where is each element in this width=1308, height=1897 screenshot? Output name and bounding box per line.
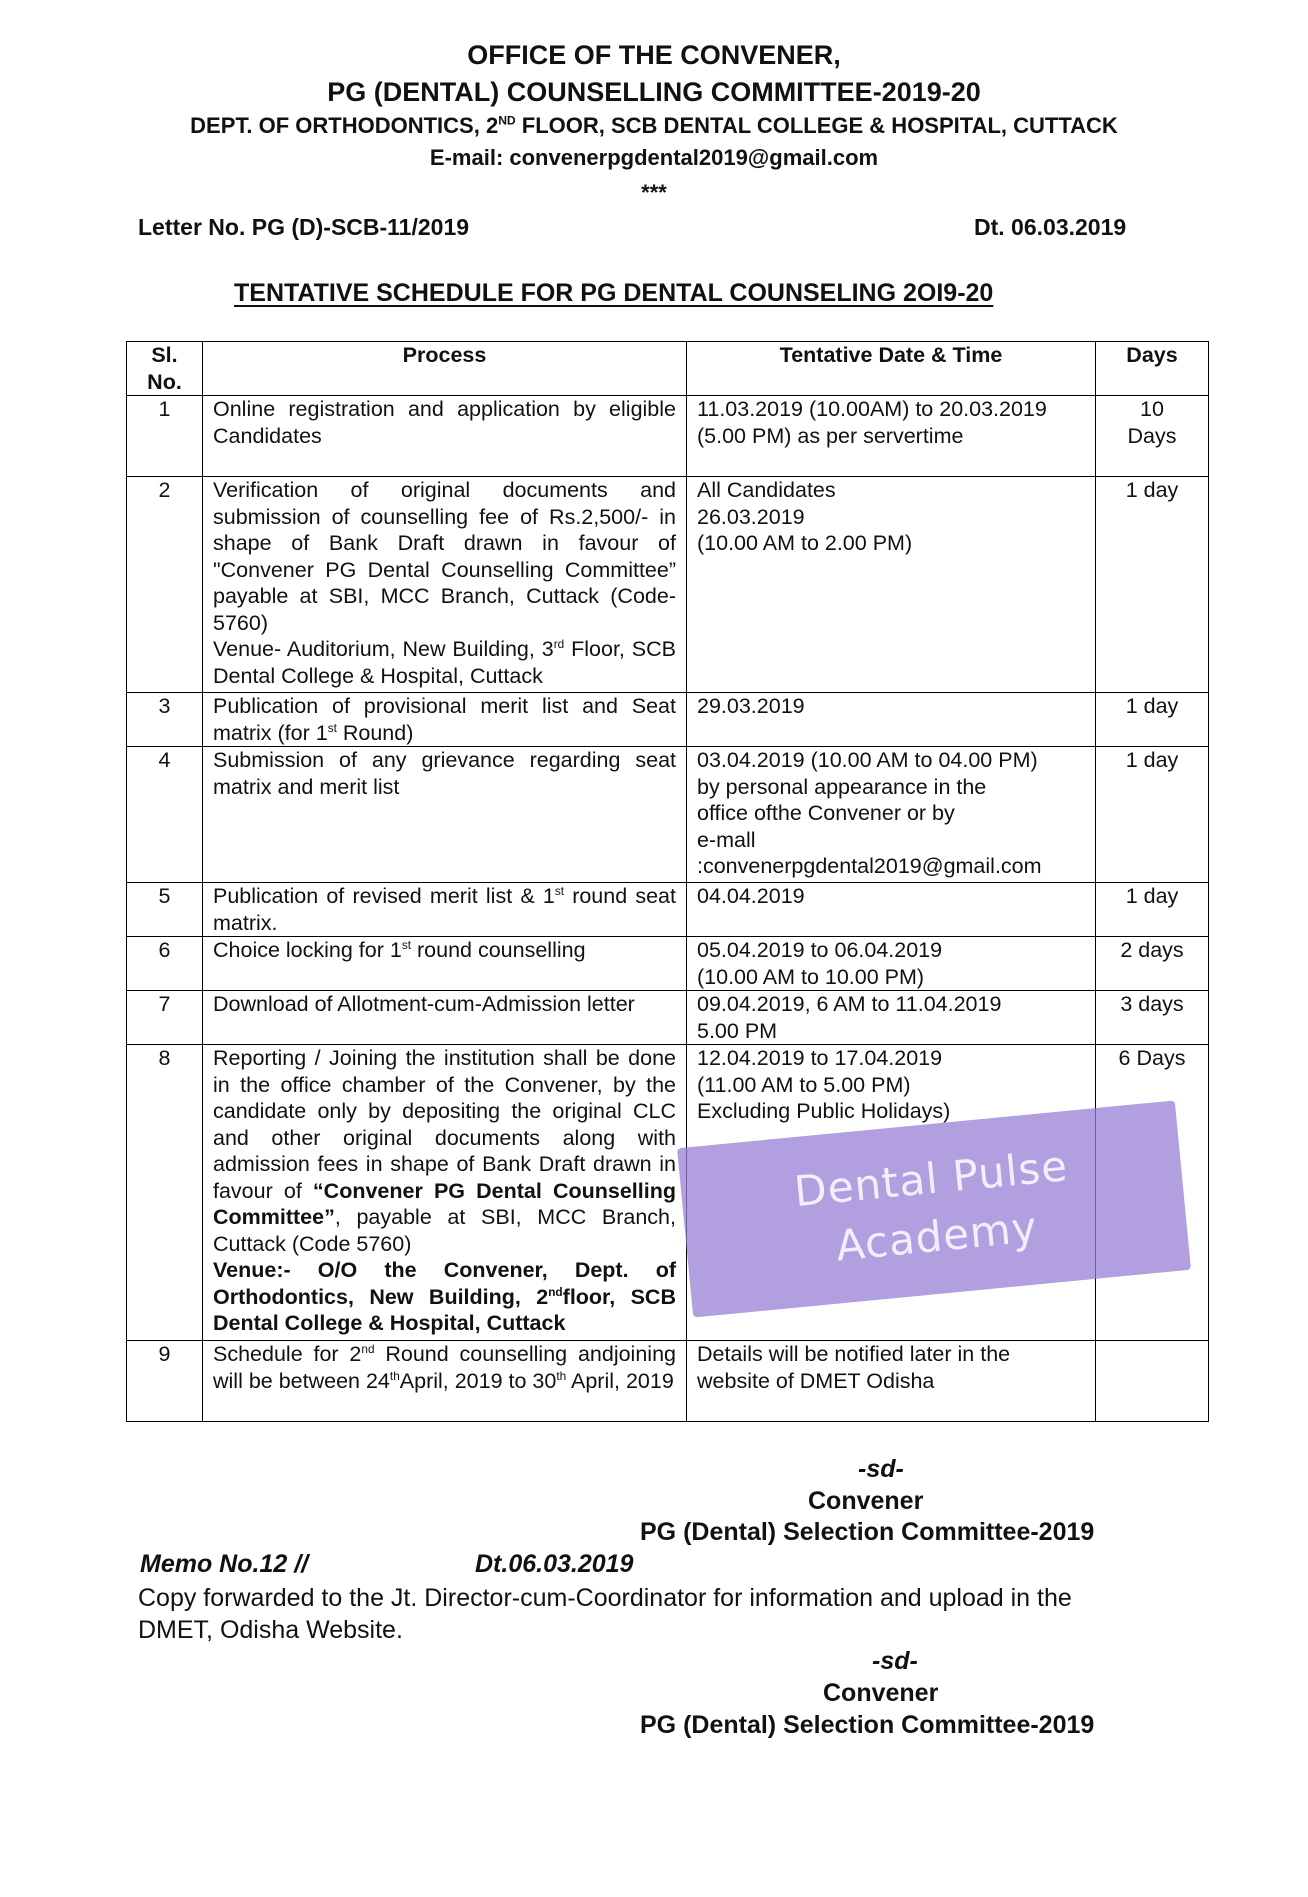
- row-process: Verification of original documents and submission of counselling fee of Rs.2,500/- in shape of Bank Draft drawn in favour of "Convener PG Dental Counselling Committee” payable at SBI, MCC Branch, Cuttack (Code-5760) Venue- Auditorium, New Building, 3rd Floor, SCB Dental College & Hospital, Cuttack: [203, 477, 687, 693]
- table-row: [127, 1341, 1209, 1422]
- row-days: 2 days: [1096, 937, 1209, 991]
- row-days: 1 day: [1096, 883, 1209, 937]
- row-days: 1 day: [1096, 747, 1209, 883]
- row-number: 6: [127, 937, 203, 991]
- signature-title: Convener: [808, 1487, 924, 1515]
- table-row: [127, 937, 1209, 991]
- memo-text-line-1: Copy forwarded to the Jt. Director-cum-Coordinator for information and upload in the: [138, 1584, 1072, 1612]
- row-days: 3 days: [1096, 991, 1209, 1045]
- letter-date: Dt. 06.03.2019: [974, 214, 1127, 240]
- row-process: Publication of provisional merit list and Seat matrix (for 1st Round): [203, 693, 687, 747]
- col-header-date: Tentative Date & Time: [687, 342, 1096, 396]
- row-date: 04.04.2019: [687, 883, 1096, 937]
- row-number: 3: [127, 693, 203, 747]
- committee-title: PG (DENTAL) COUNSELLING COMMITTEE-2019-20: [327, 77, 981, 107]
- separator-stars: ***: [641, 180, 667, 205]
- table-header-row: [127, 342, 1209, 396]
- email-line: E-mail: convenerpgdental2019@gmail.com: [429, 145, 879, 170]
- watermark-line-1: Dental Pulse: [792, 1141, 1071, 1217]
- row-number: 2: [127, 477, 203, 693]
- table-row: [127, 883, 1209, 937]
- row-number: 5: [127, 883, 203, 937]
- row-date: 05.04.2019 to 06.04.2019 (10.00 AM to 10.00 PM): [687, 937, 1096, 991]
- table-row: [127, 477, 1209, 693]
- row-date: 12.04.2019 to 17.04.2019 (11.00 AM to 5.00 PM) Excluding Public Holidays): [687, 1045, 1096, 1341]
- row-process: Download of Allotment-cum-Admission letter: [203, 991, 687, 1045]
- table-row: [127, 693, 1209, 747]
- row-process: Submission of any grievance regarding seat matrix and merit list: [203, 747, 687, 883]
- signature-sd: -sd-: [858, 1455, 904, 1483]
- row-number: 9: [127, 1341, 203, 1422]
- row-process: Online registration and application by eligible Candidates: [203, 396, 687, 477]
- memo-number: Memo No.12 //: [140, 1550, 309, 1578]
- row-days: [1096, 1341, 1209, 1422]
- signature-committee: PG (Dental) Selection Committee-2019: [640, 1518, 1095, 1546]
- signature-committee: PG (Dental) Selection Committee-2019: [640, 1711, 1095, 1739]
- memo-text-line-2: DMET, Odisha Website.: [138, 1616, 403, 1644]
- letter-number: Letter No. PG (D)-SCB-11/2019: [138, 214, 470, 240]
- table-row: [127, 396, 1209, 477]
- signature-title: Convener: [823, 1679, 939, 1707]
- row-date: Details will be notified later in the website of DMET Odisha: [687, 1341, 1096, 1422]
- table-row: [127, 991, 1209, 1045]
- row-date: 29.03.2019: [687, 693, 1096, 747]
- table-row: [127, 747, 1209, 883]
- department-address: DEPT. OF ORTHODONTICS, 2ND FLOOR, SCB DENTAL COLLEGE & HOSPITAL, CUTTACK: [190, 113, 1118, 138]
- row-days: 10 Days: [1096, 396, 1209, 477]
- row-date: All Candidates 26.03.2019 (10.00 AM to 2.00 PM): [687, 477, 1096, 693]
- row-process: Reporting / Joining the institution shall be done in the office chamber of the Convener, by the candidate only by depositing the original CLC and other original documents along with admission fees in shape of Bank Draft drawn in favour of “Convener PG Dental Counselling Committee”, payable at SBI, MCC Branch, Cuttack (Code 5760) Venue:- O/O the Convener, Dept. of Orthodontics, New Building, 2ndfloor, SCB Dental College & Hospital, Cuttack: [203, 1045, 687, 1341]
- row-days: 1 day: [1096, 693, 1209, 747]
- col-header-days: Days: [1096, 342, 1209, 396]
- row-process: Publication of revised merit list & 1st round seat matrix.: [203, 883, 687, 937]
- row-number: 8: [127, 1045, 203, 1341]
- office-title: OFFICE OF THE CONVENER,: [467, 40, 841, 70]
- col-header-process: Process: [203, 342, 687, 396]
- watermark-line-2: Academy: [833, 1202, 1040, 1271]
- signature-sd: -sd-: [872, 1647, 918, 1675]
- schedule-title: TENTATIVE SCHEDULE FOR PG DENTAL COUNSELING 2OI9-20: [234, 279, 994, 307]
- row-process: Choice locking for 1st round counselling: [203, 937, 687, 991]
- col-header-sl: Sl. No.: [127, 342, 203, 396]
- memo-date: Dt.06.03.2019: [475, 1550, 634, 1578]
- row-days: 6 Days: [1096, 1045, 1209, 1341]
- row-number: 1: [127, 396, 203, 477]
- row-date: 11.03.2019 (10.00AM) to 20.03.2019 (5.00 PM) as per servertime: [687, 396, 1096, 477]
- row-number: 4: [127, 747, 203, 883]
- row-date: 03.04.2019 (10.00 AM to 04.00 PM) by personal appearance in the office ofthe Convener or by e-mall :convenerpgdental2019@gmail.com: [687, 747, 1096, 883]
- row-process: Schedule for 2nd Round counselling andjoining will be between 24thApril, 2019 to 30th April, 2019: [203, 1341, 687, 1422]
- row-number: 7: [127, 991, 203, 1045]
- row-date: 09.04.2019, 6 AM to 11.04.2019 5.00 PM: [687, 991, 1096, 1045]
- row-days: 1 day: [1096, 477, 1209, 693]
